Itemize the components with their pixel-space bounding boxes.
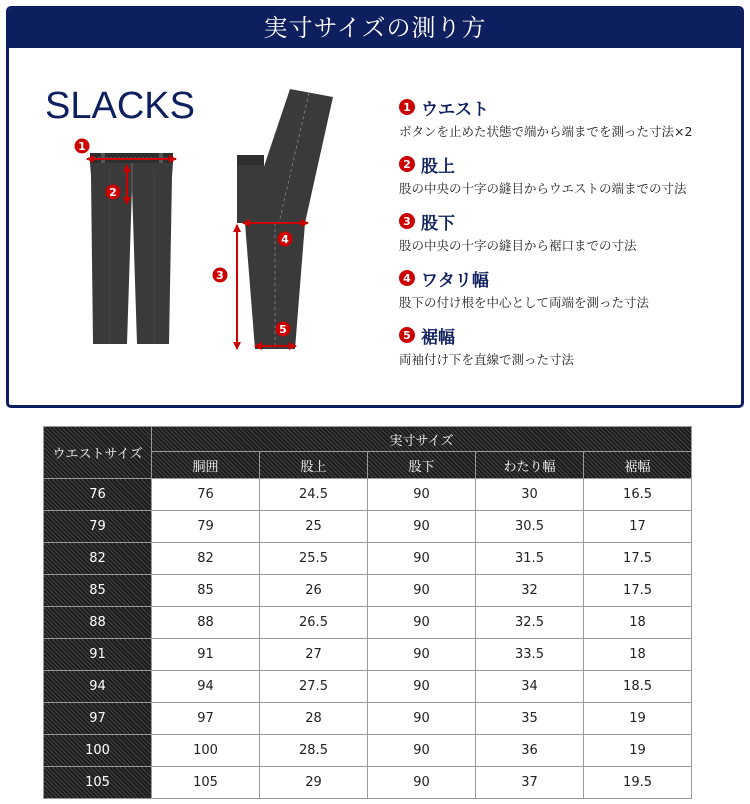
column-header: わたり幅 bbox=[476, 452, 584, 479]
table-cell: 19 bbox=[584, 735, 692, 767]
item-description: 股の中央の十字の縫目からウエストの端までの寸法 bbox=[399, 181, 687, 196]
column-header: 股上 bbox=[260, 452, 368, 479]
table-row bbox=[44, 767, 692, 799]
table-cell: 18.5 bbox=[584, 671, 692, 703]
table-cell: 85 bbox=[152, 575, 260, 607]
row-size-cell: 88 bbox=[44, 607, 152, 639]
table-row bbox=[44, 671, 692, 703]
row-size-cell: 79 bbox=[44, 511, 152, 543]
table-cell: 25 bbox=[260, 511, 368, 543]
item-title: 股下 bbox=[421, 213, 455, 234]
item-description: 両袖付け下を直線で測った寸法 bbox=[399, 352, 575, 367]
svg-text:1: 1 bbox=[78, 140, 86, 153]
table-cell: 90 bbox=[368, 767, 476, 799]
table-cell: 91 bbox=[152, 639, 260, 671]
table-cell: 32.5 bbox=[476, 607, 584, 639]
table-row bbox=[44, 735, 692, 767]
table-cell: 18 bbox=[584, 607, 692, 639]
table-row bbox=[44, 479, 692, 511]
table-cell: 17 bbox=[584, 511, 692, 543]
measurement-item-rise bbox=[399, 152, 739, 209]
item-title: ワタリ幅 bbox=[421, 270, 489, 291]
svg-text:5: 5 bbox=[279, 323, 287, 336]
side-slacks-icon bbox=[237, 89, 333, 349]
row-size-cell: 91 bbox=[44, 639, 152, 671]
item-description: 股の中央の十字の縫目から裾口までの寸法 bbox=[399, 238, 637, 253]
table-cell: 90 bbox=[368, 543, 476, 575]
item-description: 股下の付け根を中心として両端を測った寸法 bbox=[399, 295, 650, 310]
column-header: 裾幅 bbox=[584, 452, 692, 479]
table-cell: 90 bbox=[368, 639, 476, 671]
table-cell: 90 bbox=[368, 511, 476, 543]
measurement-item-inseam bbox=[399, 209, 739, 266]
table-cell: 79 bbox=[152, 511, 260, 543]
measurement-items bbox=[399, 95, 739, 380]
item-description: ボタンを止めた状態で端から端までを測った寸法×2 bbox=[399, 124, 693, 139]
item-title: 裾幅 bbox=[421, 327, 455, 348]
table-cell: 19.5 bbox=[584, 767, 692, 799]
marker-3-icon: 3 bbox=[399, 213, 415, 229]
table-row bbox=[44, 639, 692, 671]
table-cell: 28 bbox=[260, 703, 368, 735]
marker-5-icon: 5 bbox=[399, 327, 415, 343]
table-cell: 97 bbox=[152, 703, 260, 735]
table-cell: 90 bbox=[368, 703, 476, 735]
size-table-body bbox=[44, 479, 692, 799]
table-cell: 25.5 bbox=[260, 543, 368, 575]
svg-text:2: 2 bbox=[109, 186, 117, 199]
measurement-item-thigh-width bbox=[399, 266, 739, 323]
table-cell: 17.5 bbox=[584, 543, 692, 575]
item-title: ウエスト bbox=[421, 99, 489, 120]
row-size-cell: 105 bbox=[44, 767, 152, 799]
item-title: 股上 bbox=[421, 156, 455, 177]
table-cell: 19 bbox=[584, 703, 692, 735]
row-size-cell: 85 bbox=[44, 575, 152, 607]
table-cell: 28.5 bbox=[260, 735, 368, 767]
table-cell: 30 bbox=[476, 479, 584, 511]
table-row bbox=[44, 543, 692, 575]
table-cell: 27 bbox=[260, 639, 368, 671]
table-cell: 94 bbox=[152, 671, 260, 703]
table-cell: 34 bbox=[476, 671, 584, 703]
table-cell: 35 bbox=[476, 703, 584, 735]
table-cell: 105 bbox=[152, 767, 260, 799]
svg-text:3: 3 bbox=[216, 269, 224, 282]
table-cell: 100 bbox=[152, 735, 260, 767]
table-cell: 90 bbox=[368, 575, 476, 607]
row-size-cell: 97 bbox=[44, 703, 152, 735]
column-header: 胴囲 bbox=[152, 452, 260, 479]
table-cell: 30.5 bbox=[476, 511, 584, 543]
row-size-cell: 82 bbox=[44, 543, 152, 575]
marker-2-icon: 2 bbox=[399, 156, 415, 172]
row-size-cell: 100 bbox=[44, 735, 152, 767]
table-cell: 26 bbox=[260, 575, 368, 607]
table-cell: 24.5 bbox=[260, 479, 368, 511]
size-table bbox=[43, 426, 692, 799]
corner-header: ウエストサイズ bbox=[44, 427, 152, 479]
table-row bbox=[44, 703, 692, 735]
table-cell: 17.5 bbox=[584, 575, 692, 607]
table-cell: 26.5 bbox=[260, 607, 368, 639]
table-cell: 27.5 bbox=[260, 671, 368, 703]
front-slacks-icon bbox=[90, 153, 173, 344]
table-cell: 90 bbox=[368, 735, 476, 767]
measurement-item-hem-width bbox=[399, 323, 739, 380]
measurement-item-waist bbox=[399, 95, 739, 152]
table-cell: 33.5 bbox=[476, 639, 584, 671]
svg-text:4: 4 bbox=[281, 233, 289, 246]
table-cell: 90 bbox=[368, 607, 476, 639]
table-cell: 32 bbox=[476, 575, 584, 607]
table-cell: 88 bbox=[152, 607, 260, 639]
table-cell: 18 bbox=[584, 639, 692, 671]
column-header: 股下 bbox=[368, 452, 476, 479]
table-cell: 16.5 bbox=[584, 479, 692, 511]
guide-title: 実寸サイズの測り方 bbox=[9, 9, 741, 48]
garment-label: SLACKS bbox=[45, 85, 195, 127]
table-cell: 90 bbox=[368, 671, 476, 703]
table-row bbox=[44, 607, 692, 639]
table-row bbox=[44, 511, 692, 543]
measurement-guide-panel bbox=[6, 6, 744, 408]
table-cell: 36 bbox=[476, 735, 584, 767]
table-cell: 82 bbox=[152, 543, 260, 575]
table-cell: 90 bbox=[368, 479, 476, 511]
table-cell: 37 bbox=[476, 767, 584, 799]
row-size-cell: 94 bbox=[44, 671, 152, 703]
row-size-cell: 76 bbox=[44, 479, 152, 511]
marker-1-icon: 1 bbox=[399, 99, 415, 115]
group-header: 実寸サイズ bbox=[152, 427, 692, 452]
table-cell: 29 bbox=[260, 767, 368, 799]
marker-4-icon: 4 bbox=[399, 270, 415, 286]
table-cell: 31.5 bbox=[476, 543, 584, 575]
table-cell: 76 bbox=[152, 479, 260, 511]
table-row bbox=[44, 575, 692, 607]
